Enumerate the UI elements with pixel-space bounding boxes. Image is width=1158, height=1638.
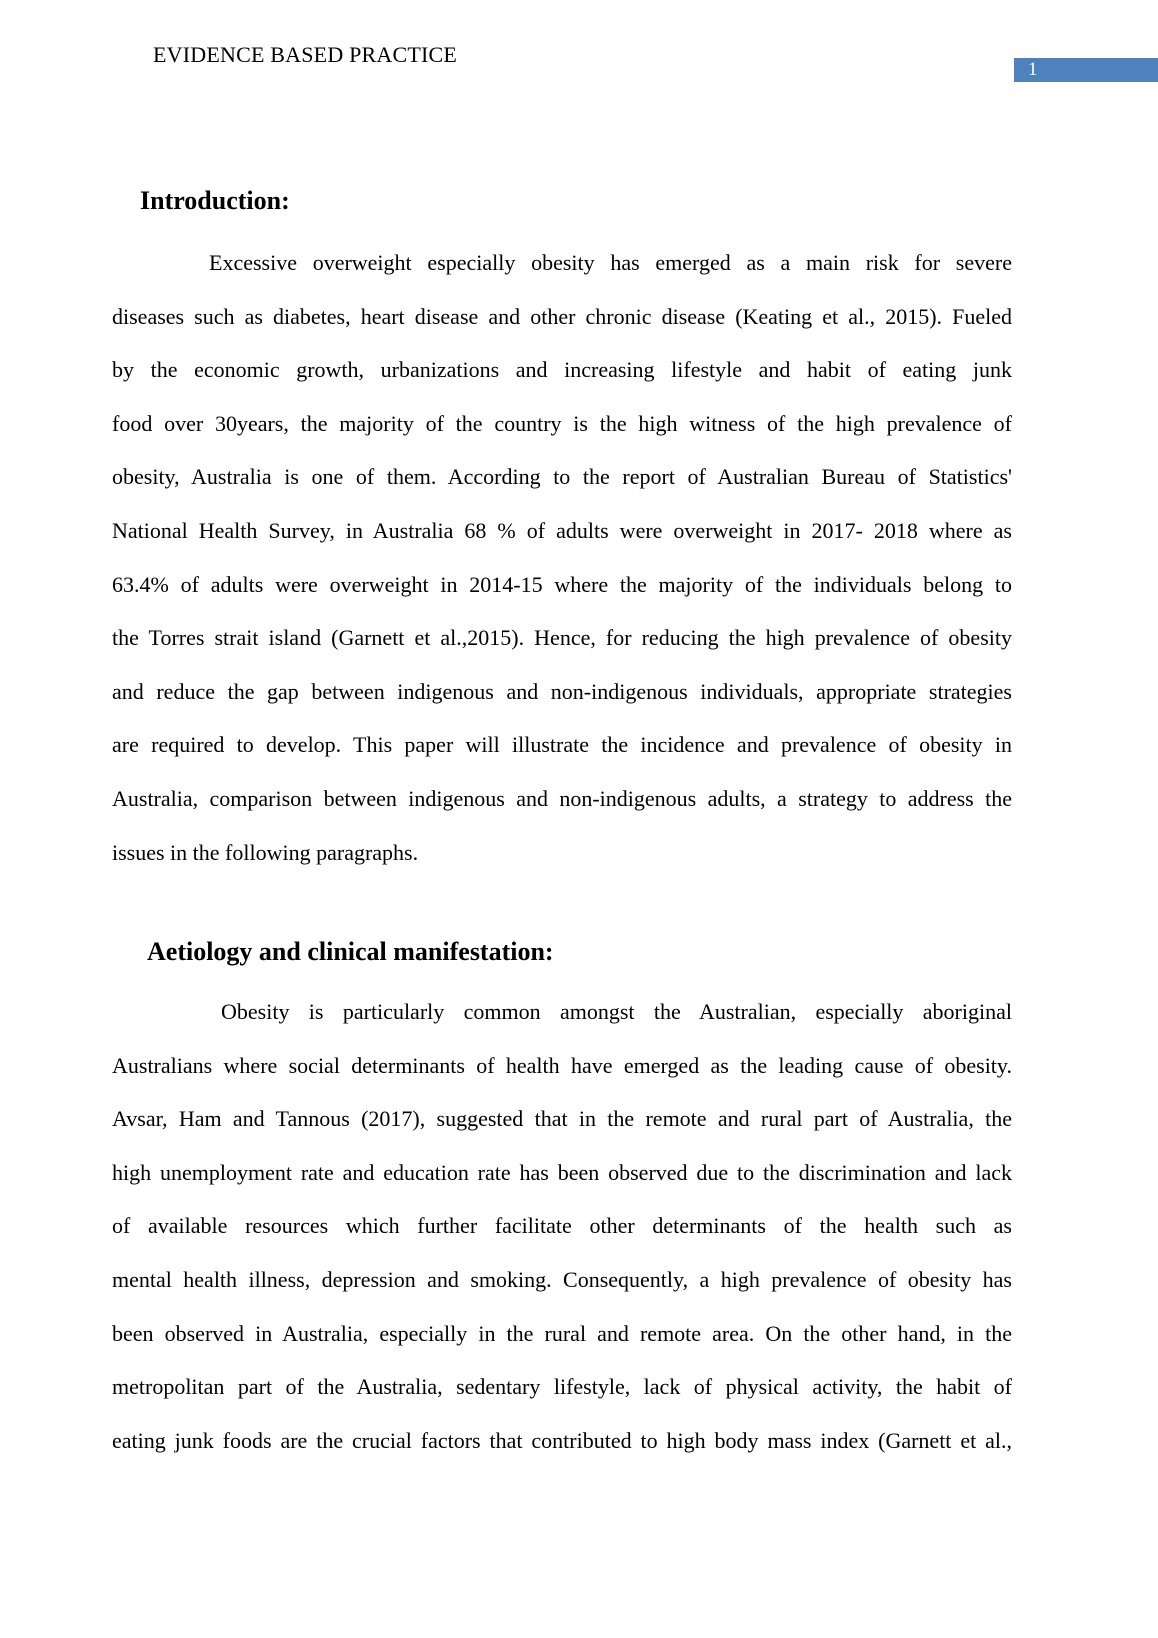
section-heading-aetiology: Aetiology and clinical manifestation: <box>147 937 554 966</box>
paragraph-line: metropolitan part of the Australia, sedentary lifestyle, lack of physical activity, the habit of <box>112 1374 1012 1400</box>
paragraph-line: obesity, Australia is one of them. According to the report of Australian Bureau of Statistics' <box>112 464 1012 490</box>
aetiology-paragraph <box>112 985 1012 1467</box>
paragraph-line: 63.4% of adults were overweight in 2014-15 where the majority of the individuals belong to <box>112 571 1012 597</box>
paragraph-line: National Health Survey, in Australia 68 % of adults were overweight in 2017- 2018 where as <box>112 517 1012 543</box>
introduction-paragraph <box>112 236 1012 879</box>
running-head: EVIDENCE BASED PRACTICE <box>153 42 458 67</box>
paragraph-line: Obesity is particularly common amongst the Australian, especially aboriginal <box>221 999 1012 1024</box>
paragraph-line: food over 30years, the majority of the country is the high witness of the high prevalence of <box>112 410 1012 436</box>
paragraph-line: Australia, comparison between indigenous and non-indigenous adults, a strategy to address the <box>112 785 1012 811</box>
paragraph-line: and reduce the gap between indigenous and non-indigenous individuals, appropriate strategies <box>112 678 1012 704</box>
paragraph-line: been observed in Australia, especially in the rural and remote area. On the other hand, in the <box>112 1320 1012 1346</box>
paragraph-line: diseases such as diabetes, heart disease and other chronic disease (Keating et al., 2015). Fueled <box>112 303 1012 329</box>
paragraph-line: are required to develop. This paper will illustrate the incidence and prevalence of obesity in <box>112 732 1012 758</box>
paragraph-line: the Torres strait island (Garnett et al.,2015). Hence, for reducing the high prevalence of obesity <box>112 625 1012 651</box>
paragraph-line: Avsar, Ham and Tannous (2017), suggested that in the remote and rural part of Australia, the <box>112 1106 1012 1132</box>
paragraph-line: by the economic growth, urbanizations and increasing lifestyle and habit of eating junk <box>112 357 1012 383</box>
paragraph-line: high unemployment rate and education rate has been observed due to the discrimination and lack <box>112 1159 1012 1185</box>
paragraph-line: of available resources which further facilitate other determinants of the health such as <box>112 1213 1012 1239</box>
paragraph-line: eating junk foods are the crucial factors that contributed to high body mass index (Garnett et al., <box>112 1427 1012 1453</box>
paragraph-line: issues in the following paragraphs. <box>112 839 419 865</box>
paragraph-line: Australians where social determinants of health have emerged as the leading cause of obesity. <box>112 1052 1012 1078</box>
page-number: 1 <box>1014 58 1158 82</box>
paragraph-line: mental health illness, depression and smoking. Consequently, a high prevalence of obesity has <box>112 1266 1012 1292</box>
section-heading-introduction: Introduction: <box>140 186 290 215</box>
paragraph-line: Excessive overweight especially obesity has emerged as a main risk for severe <box>209 250 1012 275</box>
